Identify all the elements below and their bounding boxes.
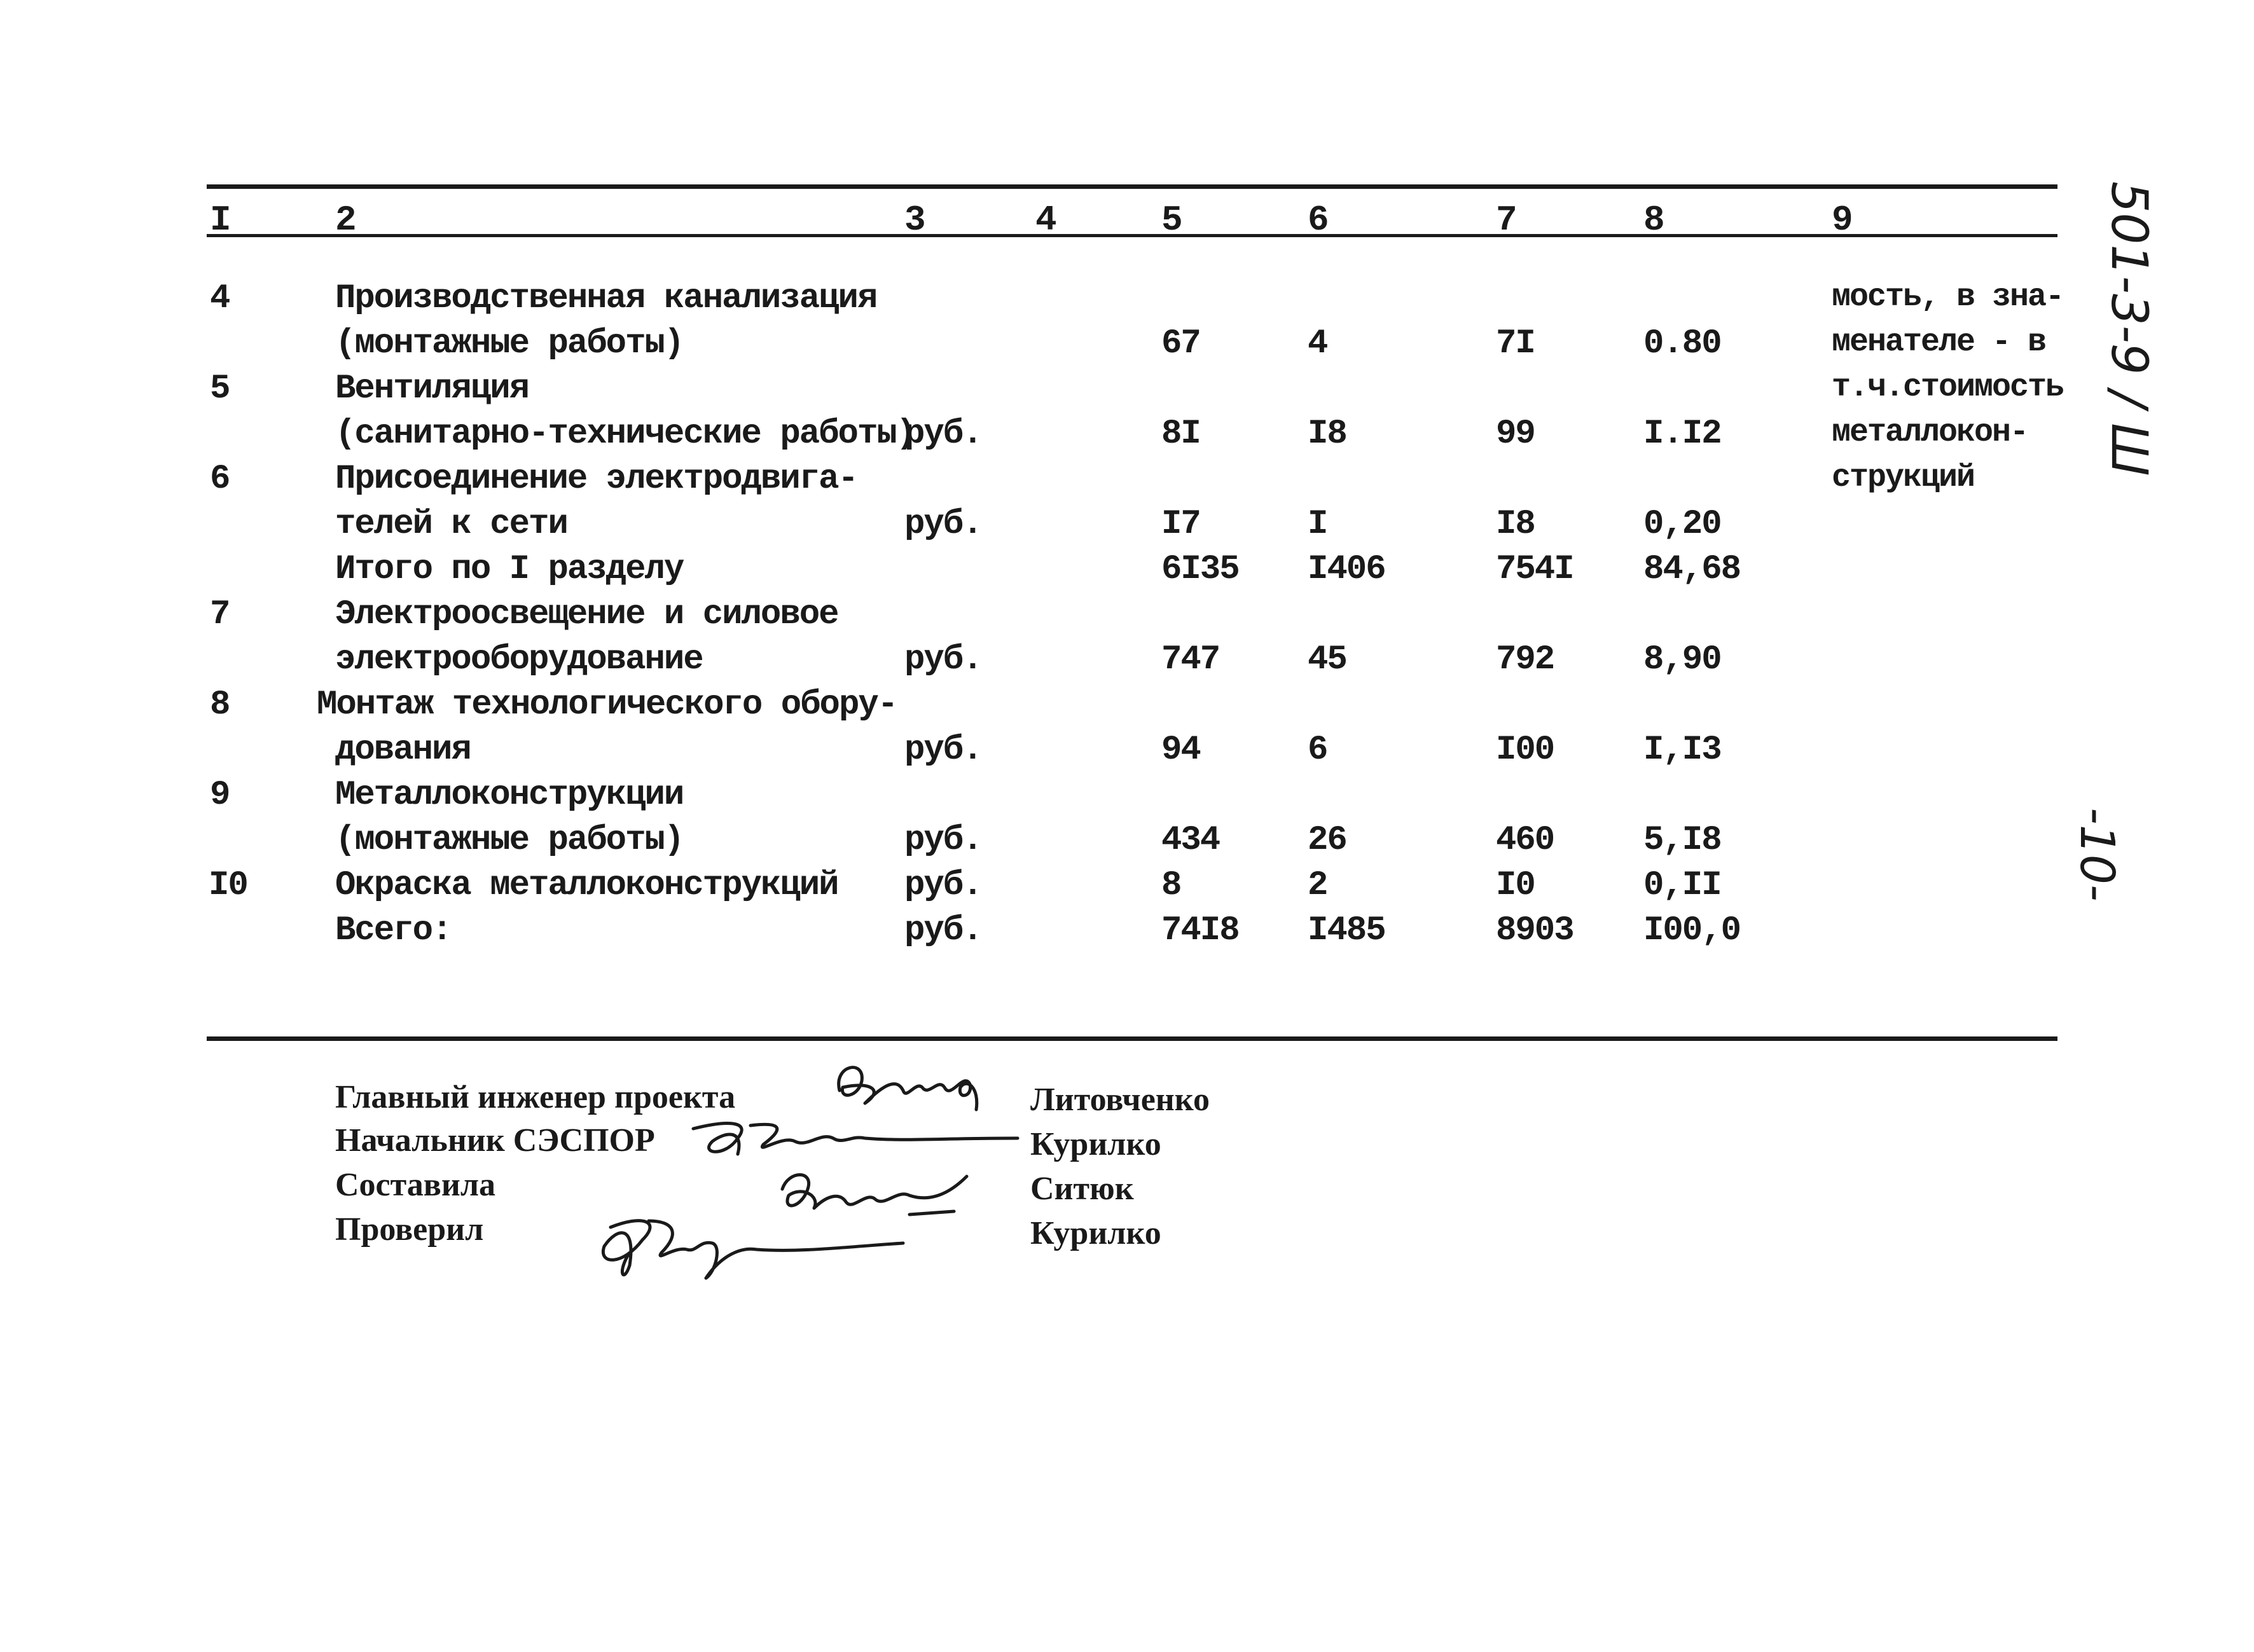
- row-unit: руб.: [904, 640, 982, 679]
- row-col6: I406: [1308, 550, 1385, 589]
- row-col6: 26: [1308, 821, 1346, 860]
- row-col7: 7I: [1496, 324, 1535, 363]
- signature-name: Литовченко: [1030, 1082, 1210, 1118]
- row-col7: 792: [1496, 640, 1554, 679]
- row-col6: 6: [1308, 731, 1327, 769]
- row-col5: 67: [1161, 324, 1200, 363]
- row-col8: 5,I8: [1643, 821, 1721, 860]
- row-col5: 74I8: [1161, 911, 1239, 950]
- row-col7: 754I: [1496, 550, 1573, 589]
- row-unit: руб.: [904, 731, 982, 769]
- row-col6: 45: [1308, 640, 1346, 679]
- row-unit: руб.: [904, 415, 982, 453]
- row-col8: 0,II: [1643, 866, 1721, 905]
- header-col-4: 4: [1035, 200, 1056, 240]
- header-col-2: 2: [335, 200, 356, 240]
- row-col5: 434: [1161, 821, 1220, 860]
- row-col5: 8: [1161, 866, 1181, 905]
- signature-role: Главный инженер проекта: [335, 1079, 736, 1115]
- col9-note-line: струкций: [1832, 460, 1975, 496]
- header-col-3: 3: [904, 200, 925, 240]
- header-col-8: 8: [1643, 200, 1664, 240]
- row-col8: 8,90: [1643, 640, 1721, 679]
- table-top-rule: [207, 184, 2057, 189]
- col9-note-line: менателе - в: [1832, 324, 2046, 361]
- row-unit: руб.: [904, 505, 982, 544]
- row-name-line2: электрооборудование: [335, 640, 703, 679]
- row-name-line2: (монтажные работы): [335, 324, 684, 363]
- header-col-7: 7: [1496, 200, 1516, 240]
- signature-image-checker: [585, 1202, 916, 1297]
- row-name-line1: Монтаж технологического обору-: [317, 685, 897, 724]
- row-number: 9: [210, 776, 230, 815]
- page-number: -10-: [2070, 808, 2124, 902]
- document-code: 501-3-9 / Ш: [2100, 181, 2157, 476]
- row-unit: руб.: [904, 866, 982, 905]
- col9-note-line: т.ч.стоимость: [1832, 369, 2064, 406]
- row-col8: 0,20: [1643, 505, 1721, 544]
- row-col6: I: [1308, 505, 1327, 544]
- row-name-line1: Окраска металлоконструкций: [335, 866, 838, 905]
- row-col5: 94: [1161, 731, 1200, 769]
- row-name-line1: Вентиляция: [335, 369, 529, 408]
- table-bottom-rule: [207, 1036, 2057, 1041]
- signature-name: Ситюк: [1030, 1171, 1134, 1207]
- row-col8: 84,68: [1643, 550, 1741, 589]
- row-number: I0: [209, 866, 247, 905]
- header-col-5: 5: [1161, 200, 1182, 240]
- row-col7: I00: [1496, 731, 1554, 769]
- signature-name: Курилко: [1030, 1126, 1161, 1162]
- row-col6: I485: [1308, 911, 1385, 950]
- row-col8: I.I2: [1643, 415, 1721, 453]
- row-name-line2: телей к сети: [335, 505, 567, 544]
- row-name-line1: Металлоконструкции: [335, 776, 684, 815]
- row-name-line1: Присоединение электродвига-: [335, 460, 857, 499]
- row-col5: I7: [1161, 505, 1200, 544]
- row-col5: 747: [1161, 640, 1220, 679]
- signature-role: Составила: [335, 1167, 496, 1203]
- row-name-line2: (монтажные работы): [335, 821, 684, 860]
- row-col8: I,I3: [1643, 731, 1721, 769]
- row-name-line2: (санитарно-технические работы): [335, 415, 916, 453]
- header-col-1: I: [210, 200, 230, 240]
- row-name-line1: Электроосвещение и силовое: [335, 595, 838, 634]
- row-number: 8: [210, 685, 230, 724]
- signature-name: Курилко: [1030, 1215, 1161, 1251]
- row-number: 5: [210, 369, 230, 408]
- row-col7: I0: [1496, 866, 1535, 905]
- row-col8: I00,0: [1643, 911, 1741, 950]
- total-label: Всего:: [335, 911, 452, 950]
- row-number: 4: [210, 279, 230, 318]
- header-col-6: 6: [1308, 200, 1328, 240]
- signature-role: Проверил: [335, 1211, 484, 1248]
- row-unit: руб.: [904, 821, 982, 860]
- row-col6: 2: [1308, 866, 1327, 905]
- subtotal-label: Итого по I разделу: [335, 550, 684, 589]
- row-col7: 460: [1496, 821, 1554, 860]
- col9-note-line: металлокон-: [1832, 415, 2028, 451]
- row-name-line2: дования: [335, 731, 471, 769]
- row-col7: 8903: [1496, 911, 1573, 950]
- header-col-9: 9: [1832, 200, 1852, 240]
- row-col6: I8: [1308, 415, 1346, 453]
- row-col5: 8I: [1161, 415, 1200, 453]
- row-col8: 0.80: [1643, 324, 1721, 363]
- row-col6: 4: [1308, 324, 1327, 363]
- signature-role: Начальник СЭСПОР: [335, 1122, 655, 1159]
- col9-note-line: мость, в зна-: [1832, 279, 2064, 315]
- row-number: 7: [210, 595, 230, 634]
- row-col7: I8: [1496, 505, 1535, 544]
- row-name-line1: Производственная канализация: [335, 279, 877, 318]
- row-unit: руб.: [904, 911, 982, 950]
- row-col5: 6I35: [1161, 550, 1239, 589]
- row-number: 6: [210, 460, 230, 499]
- row-col7: 99: [1496, 415, 1535, 453]
- header-bottom-rule: [207, 234, 2057, 237]
